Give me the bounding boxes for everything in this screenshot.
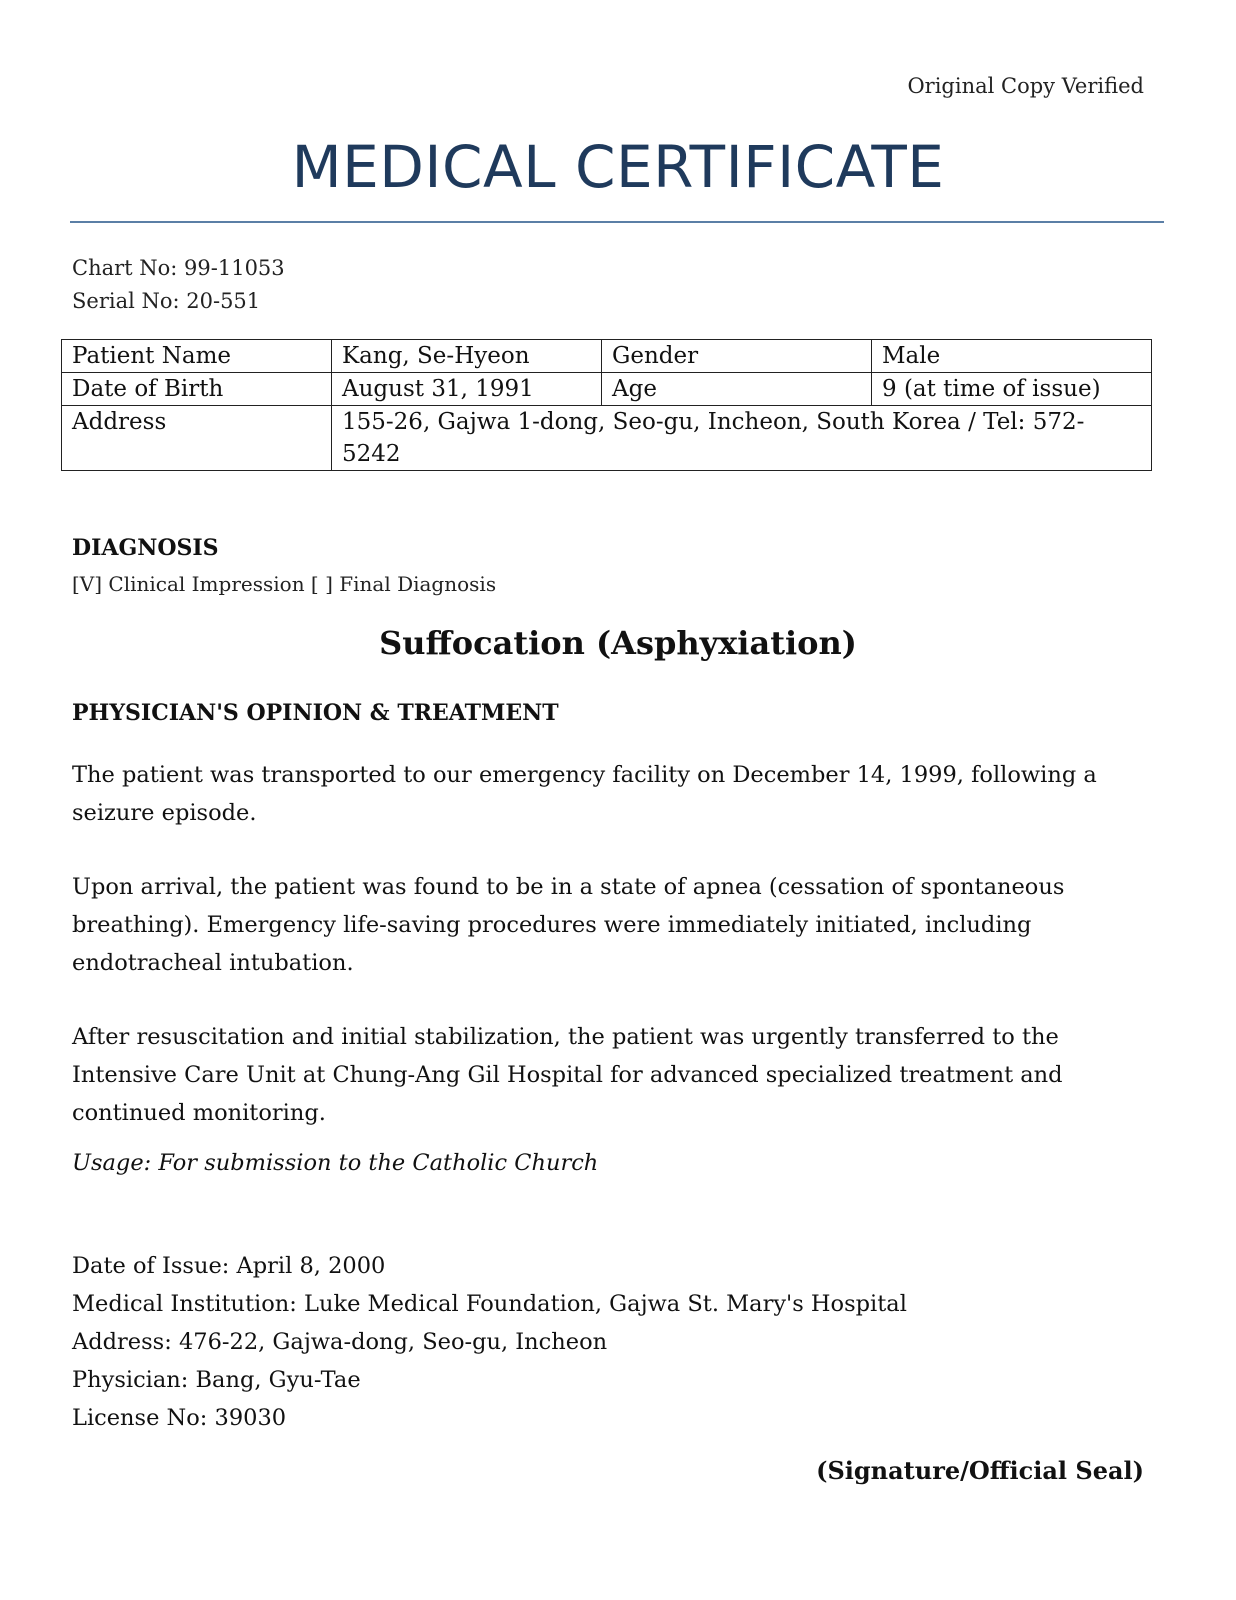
dob-label: Date of Birth: [62, 373, 332, 406]
opinion-paragraph: Upon arrival, the patient was found to be in a state of apnea (cessation of spontaneous breathing). Emergency life-saving procedures were immediately initiated, including endotracheal intubation.: [72, 874, 1065, 976]
dob-value: August 31, 1991: [332, 373, 602, 406]
patient-name-value: Kang, Se-Hyeon: [332, 340, 602, 373]
usage-note: Usage: For submission to the Catholic Church: [72, 1150, 599, 1176]
patient-name-label: Patient Name: [62, 340, 332, 373]
table-row: [62, 340, 1152, 373]
document-meta: [72, 252, 285, 318]
chart-number: Chart No: 99-11053: [72, 256, 285, 280]
patient-info-table: [61, 339, 1152, 471]
serial-number: Serial No: 20-551: [72, 289, 261, 313]
license-number: License No: 39030: [72, 1405, 287, 1431]
opinion-heading: PHYSICIAN'S OPINION & TREATMENT: [72, 700, 559, 726]
opinion-paragraph: The patient was transported to our emergency facility on December 14, 1999, following a seizure episode.: [72, 762, 1097, 826]
issue-date: Date of Issue: April 8, 2000: [72, 1253, 386, 1279]
diagnosis-text: Suffocation (Asphyxiation): [379, 624, 857, 662]
medical-institution: Medical Institution: Luke Medical Foundation, Gajwa St. Mary's Hospital: [72, 1291, 907, 1317]
verification-note: Original Copy Verified: [907, 74, 1144, 98]
signature-seal-label: (Signature/Official Seal): [816, 1456, 1144, 1485]
table-row: [62, 406, 1152, 471]
age-value: 9 (at time of issue): [872, 373, 1152, 406]
institution-address: Address: 476-22, Gajwa-dong, Seo-gu, Incheon: [72, 1329, 608, 1355]
physician-name: Physician: Bang, Gyu-Tae: [72, 1367, 361, 1393]
gender-value: Male: [872, 340, 1152, 373]
opinion-paragraph: After resuscitation and initial stabilization, the patient was urgently transferred to the Intensive Care Unit at Chung-Ang Gil Hospital for advanced specialized treatment and continued monitoring.: [72, 1024, 1063, 1126]
issue-details: [72, 1247, 907, 1437]
title-divider: [70, 221, 1164, 223]
address-value: 155-26, Gajwa 1-dong, Seo-gu, Incheon, South Korea / Tel: 572-5242: [332, 406, 1152, 471]
age-label: Age: [602, 373, 872, 406]
gender-label: Gender: [602, 340, 872, 373]
address-label: Address: [62, 406, 332, 471]
document-title: MEDICAL CERTIFICATE: [291, 133, 945, 201]
diagnosis-heading: DIAGNOSIS: [72, 535, 219, 561]
diagnosis-type-options: [V] Clinical Impression [ ] Final Diagnosis: [72, 572, 497, 596]
table-row: [62, 373, 1152, 406]
